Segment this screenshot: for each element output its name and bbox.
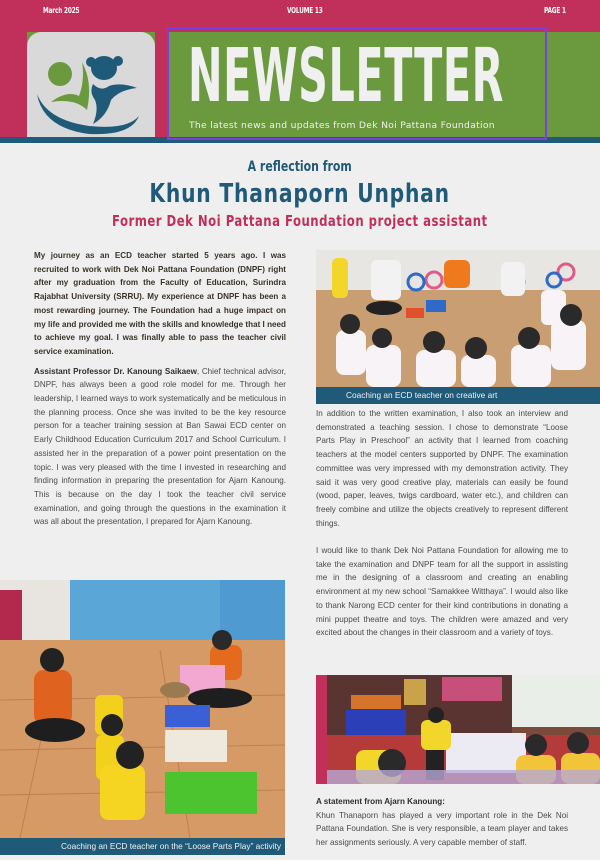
feature-role — [0, 212, 600, 230]
right-column — [316, 407, 568, 640]
article-paragraph-3: In addition to the written examination, I also took an interview and demonstrated a teaching session. I chose to demonstrate “Loose Parts Play in Preschool” an activity that I learned from coaching teachers at the model centers supported by DNPF. The examination committee was very impressed with my demonstration activity. They said it was very good creative play, materials can easily be found (wood, paper, leaves, twigs cardboard, water etc.), and children can freely combine and utilize the objects creatively to represent different things. — [316, 409, 568, 528]
title-selection-box — [167, 27, 547, 140]
classroom-photo-image — [0, 580, 285, 838]
article-paragraph-4: I would like to thank Dek Noi Pattana Foundation for allowing me to take the examination and DNPF team for all the support in assisting me in the designing of a classroom and creating an enabling environment at my new school “Samakkee Witthaya”. I would also like to thank Narong ECD center for their kind contributions in donating a mini puppet theatre and toys. The children were amazed and very excited about the changes in their classroom and a variety of toys. — [316, 546, 568, 638]
foundation-logo — [27, 32, 155, 137]
left-column — [34, 249, 286, 529]
statement-heading: A statement from Ajarn Kanoung: — [316, 797, 445, 806]
creative-art-photo — [316, 250, 600, 387]
statement-block — [316, 795, 568, 850]
newsletter-title: NEWSLETTER — [188, 33, 505, 119]
loose-parts-photo — [0, 580, 285, 838]
feature-kicker — [0, 159, 600, 175]
training-session-image — [316, 675, 600, 784]
creative-art-image — [316, 250, 600, 387]
article-paragraph-2 — [34, 365, 286, 529]
creative-art-caption: Coaching an ECD teacher on creative art — [316, 387, 600, 404]
page-number: PAGE 1 — [544, 6, 566, 15]
article-intro: My journey as an ECD teacher started 5 years ago. I was recruited to work with Dek Noi Pattana Foundation (DNPF) right after my graduation from the Faculty of Education, Surindra Rajabhat University (SRRU). My experience at DNPF has been a most rewarding journey. The Foundation had a huge impact on my life and provided me with the skills and knowledge that I need to achieve my goal. I was finally able to pass the teacher civil service examination. — [34, 251, 286, 356]
article-paragraph-2-text: , Chief technical advisor, DNPF, has always been a good role model for me. Through her leadership, I learned ways to work systematically and be meticulous in the planning process. Once she was invited to be the key resource person for a teacher training session at Ban Sawai ECD center on Early Childhood Education Curriculum 2017 and School Curriculum. I assisted her in the preparation of a power point presentation on the topic. I was very pleased with the time I invested in researching and finding information in preparing the presentation for Ajarn Kanoung. This is because on the day I took the teacher civil service examination, and going through the questions in the examination it was all about the presentation, I prepared for Ajarn Kanoung. — [34, 366, 286, 527]
feature-role-text: Former Dek Noi Pattana Foundation project assistant — [112, 212, 488, 230]
masthead-accent-gap — [155, 32, 167, 137]
feature-name-text: Khun Thanaporn Unphan — [149, 179, 451, 209]
newsletter-tagline: The latest news and updates from Dek Noi Pattana Foundation — [189, 120, 495, 131]
feature-name — [0, 179, 600, 209]
statement-text: Khun Thanaporn has played a very important role in the Dek Noi Pattana Foundation. She is very responsible, a team player and takes her assignments seriously. A very capable member of staff. — [316, 810, 568, 848]
advisor-name: Assistant Professor Dr. Kanoung Saikaew — [34, 366, 197, 376]
issue-date: March 2025 — [43, 6, 80, 15]
masthead-accent-left — [0, 32, 27, 137]
training-session-photo — [316, 675, 600, 784]
issue-volume: VOLUME 13 — [287, 6, 323, 15]
feature-kicker-text: A reflection from — [247, 159, 353, 175]
logo-icon — [27, 32, 155, 137]
loose-parts-caption: Coaching an ECD teacher on the “Loose Parts Play” activity — [0, 838, 285, 855]
